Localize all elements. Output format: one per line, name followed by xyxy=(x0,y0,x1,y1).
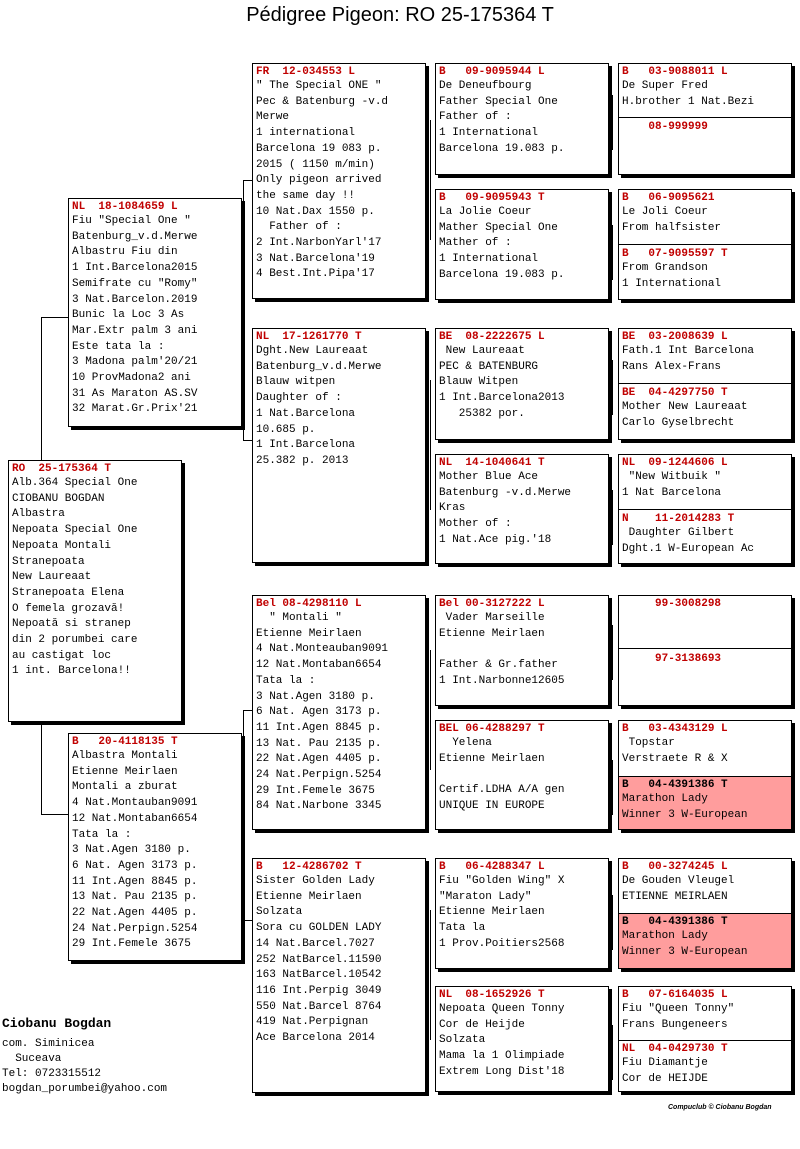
info-line: 13 Nat. Pau 2135 p. xyxy=(72,891,198,904)
info-line: 10 Nat.Dax 1550 p. xyxy=(256,205,375,218)
info-line: 3 Nat.Agen 3180 p. xyxy=(72,844,191,857)
ancestor-pair-card xyxy=(618,720,792,830)
info-line: 13 Nat. Pau 2135 p. xyxy=(256,737,382,750)
info-line: "New Witbuik " xyxy=(622,471,722,483)
info-line: Pec & Batenburg -v.d xyxy=(256,95,389,108)
connector-line xyxy=(243,180,244,440)
owner-info xyxy=(2,1016,167,1097)
ring-number: B 03-9088011 L xyxy=(622,66,728,78)
ancestor-half xyxy=(619,190,791,236)
info-line: 6 Nat. Agen 3173 p. xyxy=(256,706,382,719)
info-line: CIOBANU BOGDAN xyxy=(12,492,105,505)
ring-number: BE 04-4297750 T xyxy=(622,387,728,399)
info-line: 1 Nat Barcelona xyxy=(622,486,722,499)
info-line: New Laureaat xyxy=(439,345,525,357)
ancestor-pair-card xyxy=(618,63,792,175)
sire-sire-card xyxy=(252,63,426,299)
info-line: Father of : xyxy=(256,221,342,234)
ring-number: B 00-3274245 L xyxy=(622,861,728,873)
info-line: 22 Nat.Agen 4405 p. xyxy=(72,907,198,920)
info-line: Barcelona 19 083 p. xyxy=(256,142,382,155)
connector-line xyxy=(612,95,613,150)
info-line: Fiu "Queen Tonny" xyxy=(622,1003,735,1015)
info-line: 4 Nat.Monteauban9091 xyxy=(256,643,389,656)
info-line: Nepoată si stranep xyxy=(12,618,131,631)
info-line: Tata la xyxy=(439,922,486,935)
info-line: 10 ProvMadona2 ani xyxy=(72,372,191,385)
sire-dam-dam-card xyxy=(435,454,609,564)
info-line: Extrem Long Dist'18 xyxy=(439,1065,565,1078)
info-line: Winner 3 W-European xyxy=(622,808,748,821)
ancestor-divider xyxy=(619,648,791,649)
info-line: " The Special ONE " xyxy=(256,80,382,92)
info-line: 1 International xyxy=(622,277,722,290)
info-line: From Grandson xyxy=(622,262,708,274)
ancestor-half xyxy=(619,455,791,501)
ring-number: NL 08-1652926 T xyxy=(439,989,545,1001)
info-line: 11 Int.Agen 8845 p. xyxy=(72,875,198,888)
info-line: UNIQUE IN EUROPE xyxy=(439,799,545,812)
info-line xyxy=(439,767,606,783)
info-line: ETIENNE MEIRLAEN xyxy=(622,890,728,903)
info-line: 252 NatBarcel.11590 xyxy=(256,953,382,966)
ring-number: B 07-9095597 T xyxy=(622,248,728,260)
info-line: Albastra xyxy=(12,508,65,521)
connector-line xyxy=(612,1025,613,1080)
info-line: Dght.New Laureaat xyxy=(256,345,369,357)
connector-line xyxy=(612,895,613,950)
connector-line xyxy=(430,120,431,240)
ring-number: B 04-4391386 T xyxy=(622,779,728,791)
info-line: Albastru Fiu din xyxy=(72,246,178,259)
ancestor-half xyxy=(619,987,791,1033)
info-line: 25382 por. xyxy=(439,407,525,420)
info-line: De Super Fred xyxy=(622,80,708,92)
connector-line xyxy=(41,814,70,815)
info-line: Mather Special One xyxy=(439,221,558,234)
info-line: Sister Golden Lady xyxy=(256,875,375,887)
ring-number: B 09-9095944 L xyxy=(439,66,545,78)
info-line: 3 Nat.Agen 3180 p. xyxy=(256,690,375,703)
info-line: From halfsister xyxy=(622,221,722,234)
info-line: 29 Int.Femele 3675 xyxy=(256,784,375,797)
info-line: 24 Nat.Perpign.5254 xyxy=(256,769,382,782)
ancestor-half xyxy=(619,721,791,767)
info-line: 1 Prov.Poitiers2568 xyxy=(439,937,565,950)
info-line: Cor de Heijde xyxy=(439,1018,525,1031)
info-line: Barcelona 19.083 p. xyxy=(439,142,565,155)
ring-number: BE 03-2008639 L xyxy=(622,331,728,343)
info-line: Fath.1 Int Barcelona xyxy=(622,345,755,357)
connector-line xyxy=(243,710,244,920)
ring-number: B 12-4286702 T xyxy=(256,861,362,873)
info-line: Mama la 1 Olimpiade xyxy=(439,1050,565,1063)
info-line: De Gouden Vleugel xyxy=(622,875,735,887)
info-line: Alb.364 Special One xyxy=(12,477,138,489)
info-line: Blauw witpen xyxy=(256,376,336,389)
info-line: Batenburg_v.d.Merwe xyxy=(72,230,198,243)
ancestor-half xyxy=(619,651,791,666)
info-line: Le Joli Coeur xyxy=(622,206,708,218)
info-line: Merwe xyxy=(256,111,290,124)
ring-number: NL 17-1261770 T xyxy=(256,331,362,343)
info-line: Etienne Meirlaen xyxy=(439,627,545,640)
info-line: 11 Int.Agen 8845 p. xyxy=(256,721,382,734)
info-line: Winner 3 W-European xyxy=(622,945,748,958)
ring-number: NL 09-1244606 L xyxy=(622,457,728,469)
info-line: Etienne Meirlaen xyxy=(439,906,545,919)
info-line: O femela grozavă! xyxy=(12,602,125,615)
info-line: Ace Barcelona 2014 xyxy=(256,1032,375,1045)
software-credit: Compuclub © Ciobanu Bogdan xyxy=(668,1104,772,1111)
info-line: Montali a zburat xyxy=(72,781,178,794)
info-line: Father & Gr.father xyxy=(439,659,558,672)
ring-number: 97-3138693 xyxy=(622,653,722,665)
ancestor-divider xyxy=(619,509,791,510)
info-line: Frans Bungeneers xyxy=(622,1018,728,1031)
dam-dam-card xyxy=(252,858,426,1093)
ring-number: N 11-2014283 T xyxy=(622,513,735,525)
info-line: 29 Int.Femele 3675 xyxy=(72,938,191,951)
info-line: Solzata xyxy=(439,1034,486,1047)
ancestor-pair-card xyxy=(618,858,792,969)
info-line: 3 Nat.Barcelon.2019 xyxy=(72,293,198,306)
info-line: Marathon Lady xyxy=(622,930,708,942)
pigeon-card xyxy=(8,460,182,722)
connector-line xyxy=(41,317,42,461)
ring-number: BE 08-2222675 L xyxy=(439,331,545,343)
ring-number: B 04-4391386 T xyxy=(622,916,728,928)
info-line: Mather of : xyxy=(439,237,512,250)
dam-dam-sire-card xyxy=(435,858,609,969)
info-line: Yelena xyxy=(439,737,492,749)
info-line: Tata la : xyxy=(256,674,316,687)
ancestor-half xyxy=(619,511,791,557)
ancestor-divider xyxy=(619,383,791,384)
owner-name: Ciobanu Bogdan xyxy=(2,1016,112,1031)
connector-line xyxy=(612,760,613,815)
info-line: 2015 ( 1150 m/min) xyxy=(256,158,375,171)
info-line: 1 Int.Barcelona2013 xyxy=(439,392,565,405)
info-line xyxy=(439,642,606,658)
owner-phone: Tel: 0723315512 xyxy=(2,1068,102,1080)
dam-sire-sire-card xyxy=(435,595,609,706)
info-line: Stranepoata xyxy=(12,555,85,568)
ancestor-pair-card xyxy=(618,189,792,300)
ancestor-half xyxy=(619,859,791,905)
info-line: Solzata xyxy=(256,906,303,919)
info-line: 116 Int.Perpig 3049 xyxy=(256,984,382,997)
owner-email: bogdan_porumbei@yahoo.com xyxy=(2,1083,168,1095)
info-line: Bunic la Loc 3 As xyxy=(72,309,185,322)
info-line: 24 Nat.Perpign.5254 xyxy=(72,922,198,935)
ancestor-half xyxy=(619,64,791,110)
ring-number: B 06-4288347 L xyxy=(439,861,545,873)
info-line: 1 International xyxy=(439,127,539,140)
dam-sire-dam-card xyxy=(435,720,609,830)
sire-sire-dam-card xyxy=(435,189,609,300)
info-line: 1 int. Barcelona!! xyxy=(12,665,131,678)
info-line: 12 Nat.Montaban6654 xyxy=(256,659,382,672)
info-line: 163 NatBarcel.10542 xyxy=(256,969,382,982)
info-line: Carlo Gyselbrecht xyxy=(622,416,735,429)
info-line: Topstar xyxy=(622,737,675,749)
info-line: 32 Marat.Gr.Prix'21 xyxy=(72,403,198,416)
dam-card xyxy=(68,733,242,961)
ancestor-half xyxy=(619,329,791,375)
info-line: 1 Int.Barcelona2015 xyxy=(72,262,198,275)
ancestor-divider xyxy=(619,244,791,245)
ancestor-pair-card xyxy=(618,328,792,440)
info-line: Blauw Witpen xyxy=(439,376,519,389)
ring-number: 99-3008298 xyxy=(622,598,722,610)
info-line: 419 Nat.Perpignan xyxy=(256,1016,369,1029)
info-line: Batenburg_v.d.Merwe xyxy=(256,360,382,373)
ancestor-half xyxy=(619,1041,791,1087)
info-line: Etienne Meirlaen xyxy=(72,765,178,778)
info-line: Etienne Meirlaen xyxy=(256,890,362,903)
info-line: Mother New Laureaat xyxy=(622,401,748,413)
info-line: Fiu "Golden Wing" X xyxy=(439,875,565,887)
ancestor-half-highlighted xyxy=(619,914,791,968)
sire-sire-sire-card xyxy=(435,63,609,175)
ring-number: NL 04-0429730 T xyxy=(622,1043,728,1055)
info-line: 12 Nat.Montaban6654 xyxy=(72,812,198,825)
info-line: 6 Nat. Agen 3173 p. xyxy=(72,859,198,872)
info-line: Vader Marseille xyxy=(439,612,545,624)
connector-line xyxy=(41,317,70,318)
ring-number: RO 25-175364 T xyxy=(12,463,112,475)
connector-line xyxy=(430,650,431,770)
info-line: 14 Nat.Barcel.7027 xyxy=(256,937,375,950)
info-line: 3 Nat.Barcelona'19 xyxy=(256,252,375,265)
info-line: 84 Nat.Narbone 3345 xyxy=(256,800,382,813)
info-line: Rans Alex-Frans xyxy=(622,360,722,373)
info-line: Mar.Extr palm 3 ani xyxy=(72,324,198,337)
sire-dam-card xyxy=(252,328,426,563)
info-line: Mother of : xyxy=(439,518,512,531)
connector-line xyxy=(430,380,431,510)
info-line: 1 Nat.Ace pig.'18 xyxy=(439,533,552,546)
info-line: Albastra Montali xyxy=(72,750,178,762)
info-line: Dght.1 W-European Ac xyxy=(622,542,755,555)
info-line: Semifrate cu "Romy" xyxy=(72,277,198,290)
connector-line xyxy=(612,360,613,415)
ancestor-half xyxy=(619,596,791,611)
info-line: Daughter of : xyxy=(256,392,342,405)
ancestor-pair-card xyxy=(618,454,792,564)
info-line: Only pigeon arrived xyxy=(256,174,382,187)
info-line: Nepoata Special One xyxy=(12,524,138,537)
info-line: De Deneufbourg xyxy=(439,80,532,92)
ancestor-half xyxy=(619,246,791,292)
info-line: "Maraton Lady" xyxy=(439,890,532,903)
connector-line xyxy=(612,625,613,680)
info-line: 1 Int.Narbonne12605 xyxy=(439,674,565,687)
info-line: La Jolie Coeur xyxy=(439,206,532,218)
info-line: 2 Int.NarbonYarl'17 xyxy=(256,237,382,250)
info-line: Etienne Meirlaen xyxy=(256,627,362,640)
info-line: Father Special One xyxy=(439,95,558,108)
info-line: Mother Blue Ace xyxy=(439,471,539,483)
info-line: Kras xyxy=(439,502,466,515)
ancestor-divider xyxy=(619,117,791,118)
ancestor-half xyxy=(619,119,791,134)
ring-number: NL 14-1040641 T xyxy=(439,457,545,469)
info-line: din 2 porumbei care xyxy=(12,634,138,647)
page-title: Pédigree Pigeon: RO 25-175364 T xyxy=(246,4,554,26)
info-line: Este tata la : xyxy=(72,340,165,353)
info-line: au castigat loc xyxy=(12,649,112,662)
owner-city: Suceava xyxy=(2,1053,62,1065)
info-line: 10.685 p. xyxy=(256,423,316,436)
ancestor-half-highlighted xyxy=(619,777,791,829)
info-line: Daughter Gilbert xyxy=(622,527,735,539)
info-line: 1 International xyxy=(439,253,539,266)
owner-address: com. Siminicea xyxy=(2,1038,95,1050)
ancestor-half xyxy=(619,385,791,431)
ring-number: NL 18-1084659 L xyxy=(72,201,178,213)
info-line: Sora cu GOLDEN LADY xyxy=(256,922,382,935)
connector-line xyxy=(612,225,613,280)
info-line: 1 Nat.Barcelona xyxy=(256,407,356,420)
ring-number: Bel 00-3127222 L xyxy=(439,598,545,610)
info-line: " Montali " xyxy=(256,612,342,624)
info-line: 1 international xyxy=(256,127,356,140)
info-line: 25.382 p. 2013 xyxy=(256,454,349,467)
info-line: 31 As Maraton AS.SV xyxy=(72,387,198,400)
info-line: New Laureaat xyxy=(12,571,92,584)
info-line: Fiu "Special One " xyxy=(72,215,191,227)
info-line: Verstraete R & X xyxy=(622,752,728,765)
info-line: Father of : xyxy=(439,111,512,124)
info-line: Tata la : xyxy=(72,828,132,841)
info-line: Fiu Diamantje xyxy=(622,1057,708,1069)
info-line: 3 Madona palm'20/21 xyxy=(72,356,198,369)
ring-number: BEL 06-4288297 T xyxy=(439,723,545,735)
info-line: the same day !! xyxy=(256,189,356,202)
info-line: PEC & BATENBURG xyxy=(439,360,539,373)
sire-card xyxy=(68,198,242,427)
ring-number: B 03-4343129 L xyxy=(622,723,728,735)
info-line: Nepoata Queen Tonny xyxy=(439,1003,565,1015)
connector-line xyxy=(612,490,613,545)
info-line: Barcelona 19.083 p. xyxy=(439,268,565,281)
ring-number: 08-999999 xyxy=(622,121,708,133)
info-line: Cor de HEIJDE xyxy=(622,1072,708,1085)
info-line: Marathon Lady xyxy=(622,793,708,805)
ancestor-pair-card xyxy=(618,595,792,706)
ring-number: B 09-9095943 T xyxy=(439,192,545,204)
info-line: 1 Int.Barcelona xyxy=(256,439,356,452)
ring-number: B 06-9095621 xyxy=(622,192,715,204)
ring-number: FR 12-034553 L xyxy=(256,66,356,78)
connector-line xyxy=(430,910,431,1040)
dam-sire-card xyxy=(252,595,426,830)
info-line: Stranepoata Elena xyxy=(12,586,125,599)
ring-number: B 07-6164035 L xyxy=(622,989,728,1001)
dam-dam-dam-card xyxy=(435,986,609,1092)
ring-number: B 20-4118135 T xyxy=(72,736,178,748)
info-line: 550 Nat.Barcel 8764 xyxy=(256,1000,382,1013)
info-line: 22 Nat.Agen 4405 p. xyxy=(256,753,382,766)
info-line: Etienne Meirlaen xyxy=(439,752,545,765)
ring-number: Bel 08-4298110 L xyxy=(256,598,362,610)
sire-dam-sire-card xyxy=(435,328,609,440)
info-line: Batenburg -v.d.Merwe xyxy=(439,486,572,499)
info-line: Nepoata Montali xyxy=(12,539,112,552)
info-line: Certif.LDHA A/A gen xyxy=(439,784,565,797)
info-line: 4 Nat.Montauban9091 xyxy=(72,797,198,810)
ancestor-pair-card xyxy=(618,986,792,1092)
info-line: H.brother 1 Nat.Bezi xyxy=(622,95,755,108)
info-line: 4 Best.Int.Pipa'17 xyxy=(256,268,375,281)
